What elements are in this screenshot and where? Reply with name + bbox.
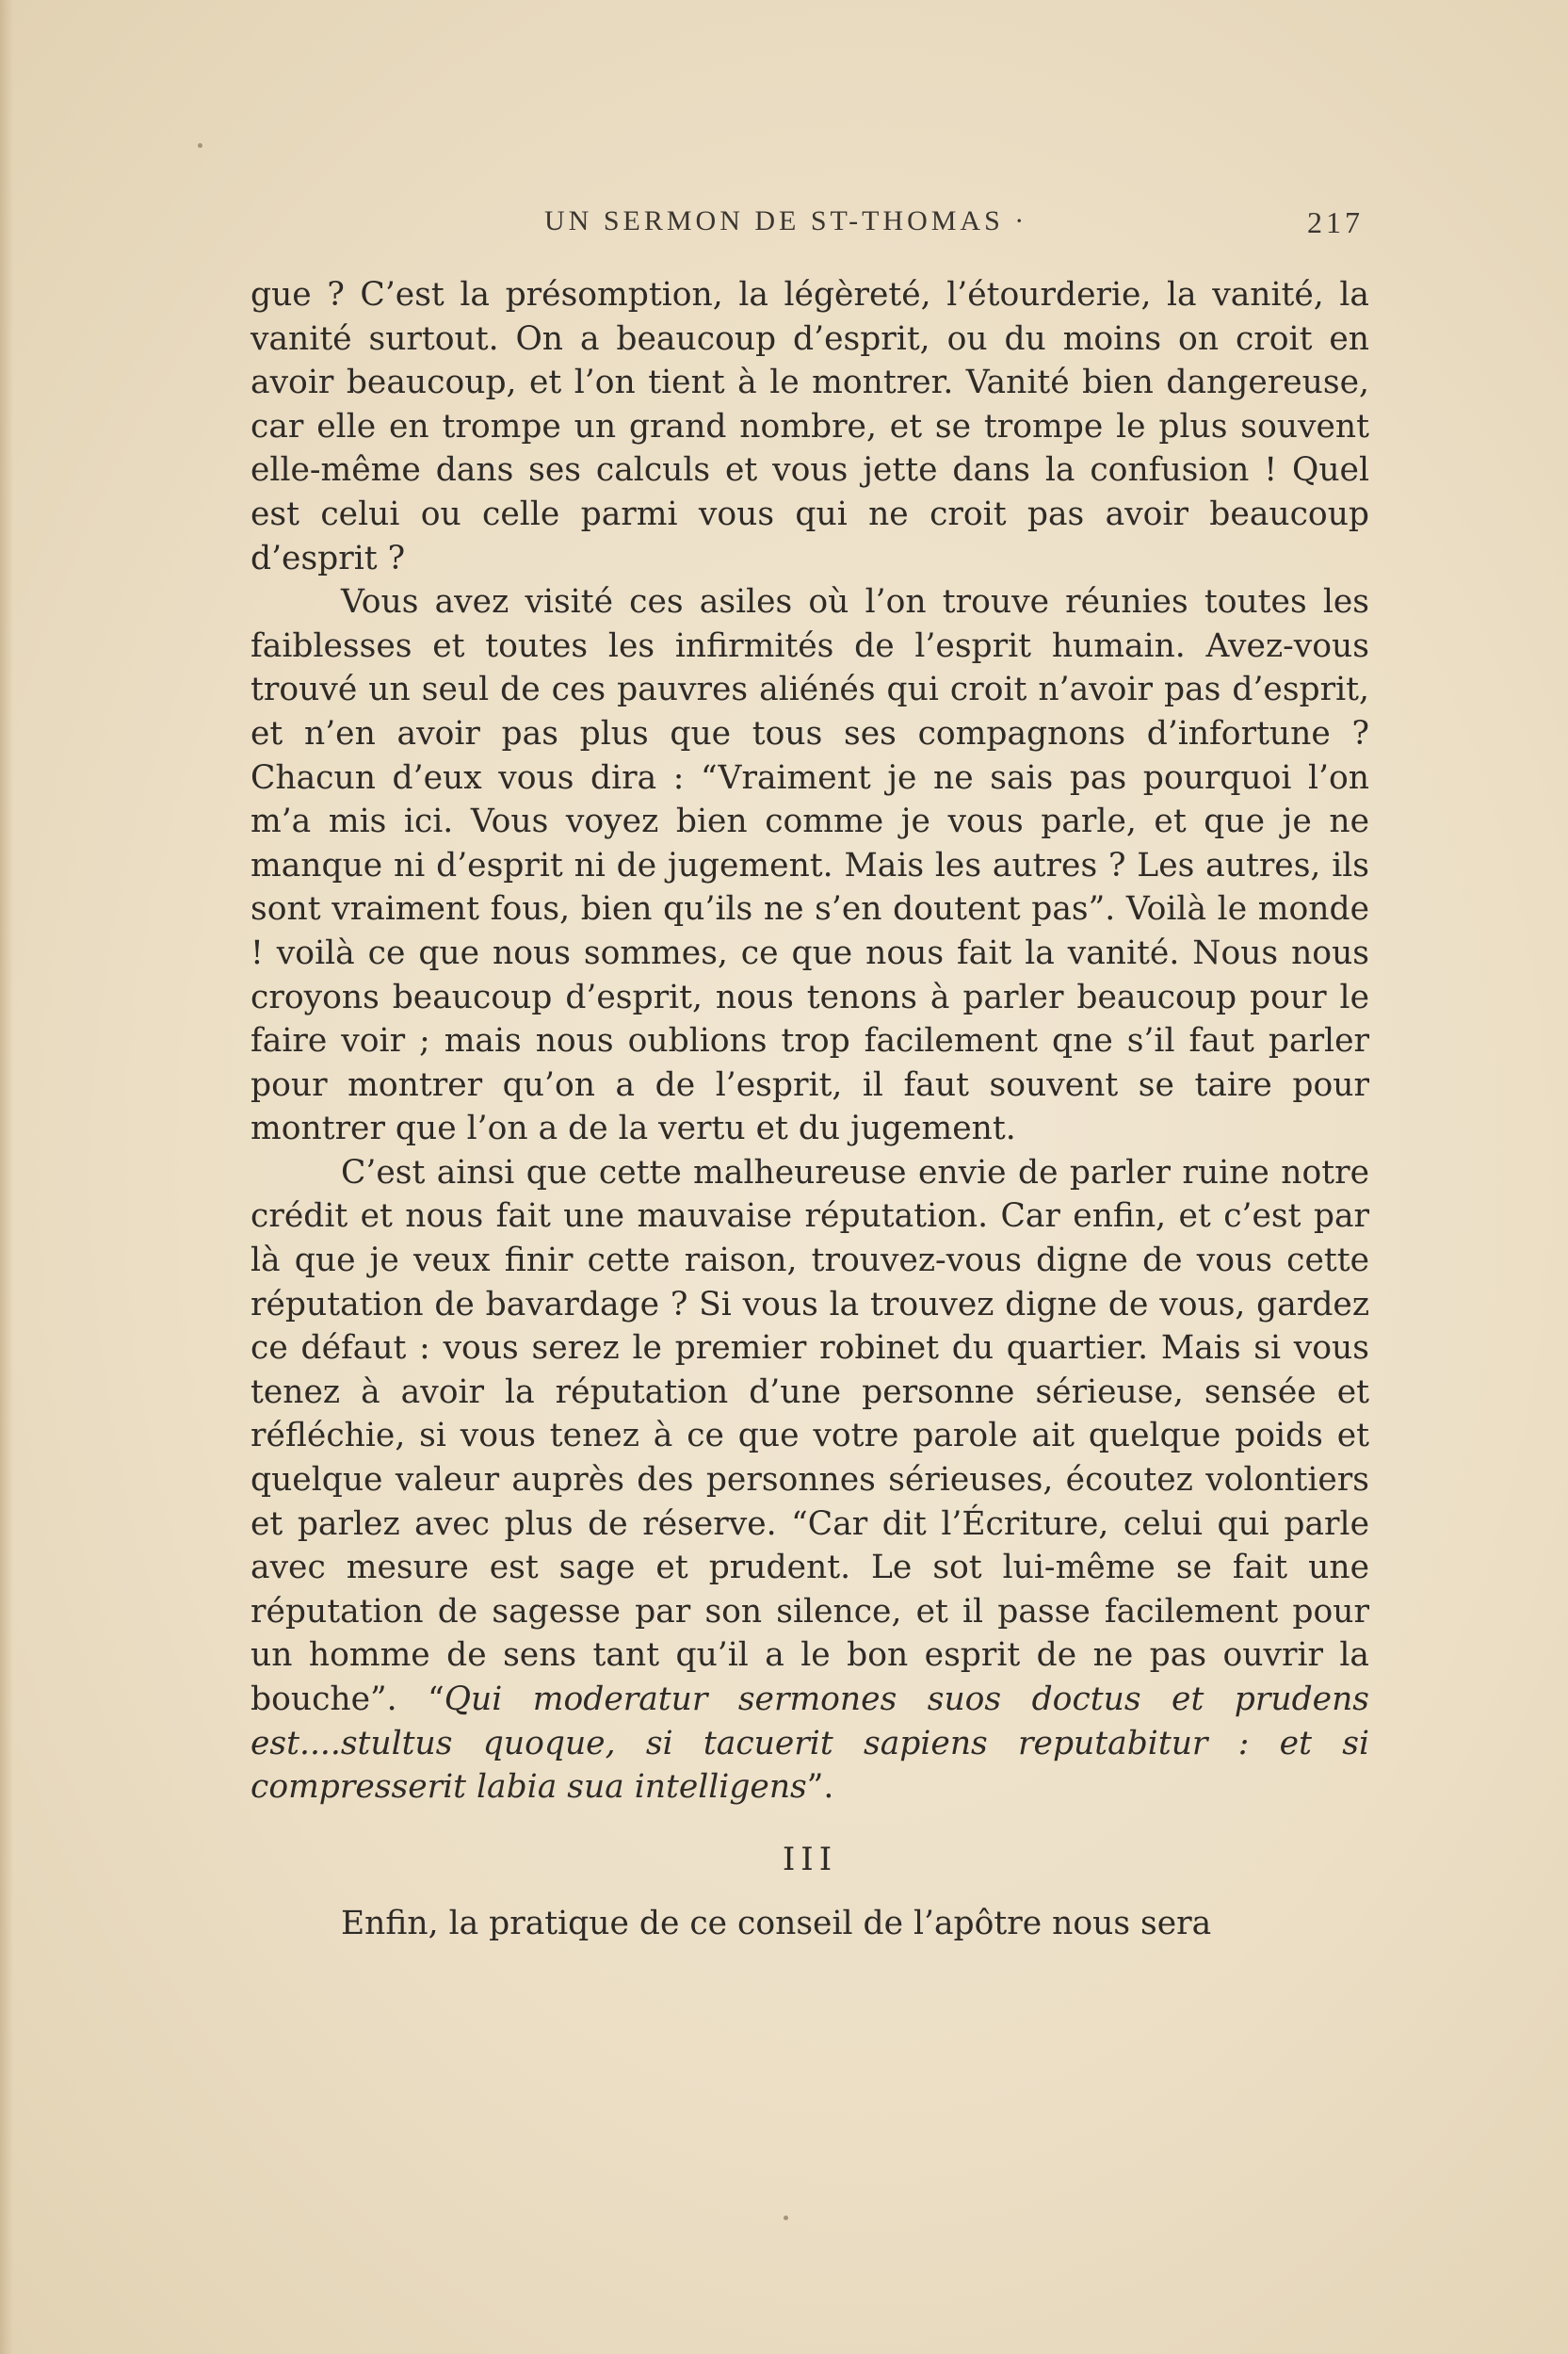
page-binding-edge bbox=[0, 0, 13, 2354]
paper-speck bbox=[784, 2216, 788, 2220]
paragraph-reputation bbox=[251, 1151, 1369, 1810]
paragraph-final: Enfin, la pratique de ce conseil de l’apôtre nous sera bbox=[341, 1905, 1212, 1943]
quotation-close: ”. bbox=[806, 1768, 834, 1807]
section-heading: III bbox=[782, 1840, 838, 1878]
paragraph-continued: gue ? C’est la présomption, la légèreté, l’étourderie, la vanité, la vanité surtout. On a beaucoup d’esprit, ou du moins on croit en avoir beaucoup, et l’on tient à le montrer. Vanité bien dangereuse, car elle en trompe un grand nombre, et se trompe le plus souvent elle-même dans ses calculs et vous jette dans la confusion ! Quel est celui ou celle parmi vous qui ne croit pas avoir beaucoup d’esprit ? bbox=[251, 276, 1369, 577]
text-block bbox=[251, 273, 1369, 1946]
page-number: 217 bbox=[1307, 205, 1364, 239]
running-title: UN SERMON DE ST-THOMAS · bbox=[544, 205, 1028, 236]
paragraph-asylum: Vous avez visité ces asiles où l’on trouve réunies toutes les faiblesses et toutes les infirmités de l’esprit humain. Avez-vous trouvé un seul de ces pauvres aliénés qui croit n’avoir pas d’esprit, et n’en avoir pas plus que tous ses compagnons d’infortune ? Chacun d’eux vous dira : “Vraiment je ne sais pas pourquoi l’on m’a mis ici. Vous voyez bien comme je vous parle, et que je ne manque ni d’esprit ni de jugement. Mais les autres ? Les autres, ils sont vraiment fous, bien qu’ils ne s’en doutent pas”. Voilà le monde ! voilà ce que nous sommes, ce que nous fait la vanité. Nous nous croyons beaucoup d’esprit, nous tenons à parler beaucoup pour le faire voir ; mais nous oublions trop facilement qne s’il faut parler pour montrer qu’on a de l’esprit, il faut souvent se taire pour montrer que l’on a de la vertu et du jugement. bbox=[251, 583, 1369, 1148]
paper-speck bbox=[198, 143, 202, 148]
running-head bbox=[252, 205, 1364, 247]
paragraph-reputation-text: C’est ainsi que cette malheureuse envie de parler ruine notre crédit et nous fait une mauvaise réputation. Car enfin, et c’est par là que je veux finir cette raison, trouvez-vous digne de vous cette réputation de bavardage ? Si vous la trouvez digne de vous, gardez ce défaut : vous serez le premier robinet du quartier. Mais si vous tenez à avoir la réputation d’une personne sérieuse, sensée et réfléchie, si vous tenez à ce que votre parole ait quelque poids et quelque valeur auprès des personnes sérieuses, écoutez volontiers et parlez avec plus de réserve. “Car dit l’Écriture, celui qui parle avec mesure est sage et prudent. Le sot lui-même se fait une réputation de sagesse par son silence, et il passe facilement pour un homme de sens tant qu’il a le bon esprit de ne pas ouvrir la bouche”. “ bbox=[251, 1153, 1369, 1718]
latin-quotation: Qui moderatur sermones suos doctus et prudens est....stultus quoque, si tacuerit sapiens reputabitur : et si compresserit labia sua intelligens bbox=[251, 1680, 1369, 1807]
